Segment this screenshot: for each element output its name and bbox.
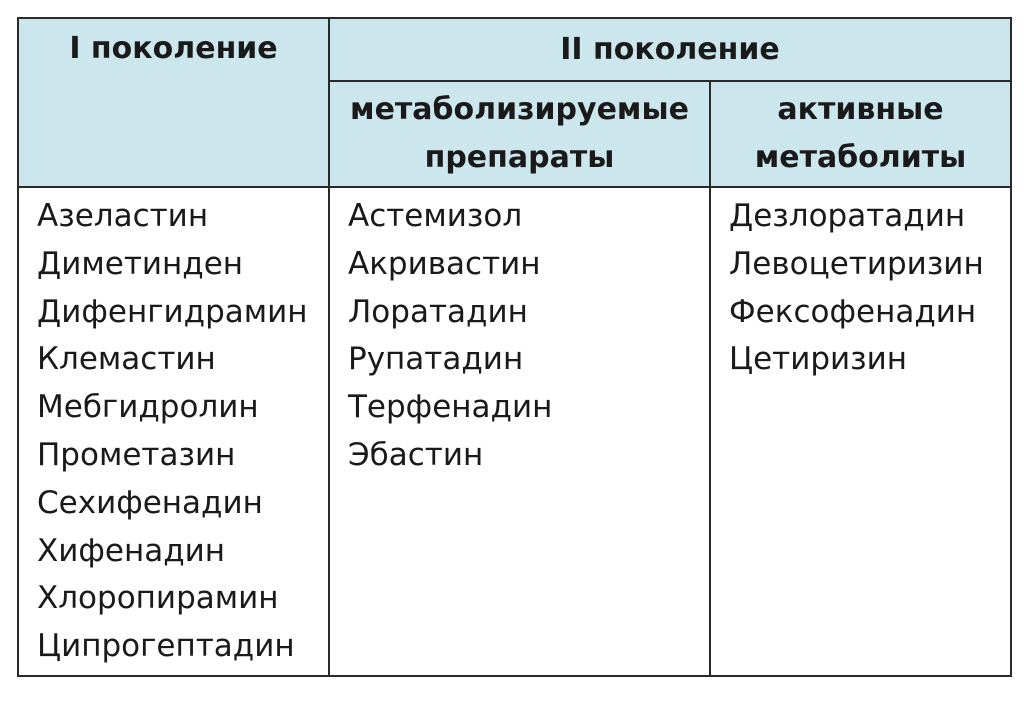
drug-name: Дезлоратадин: [729, 198, 966, 234]
gen2-active-list: [710, 187, 1010, 675]
drug-name: Астемизол: [348, 198, 523, 234]
drug-name: Дифенгидрамин: [37, 293, 308, 330]
drug-name: Клемастин: [37, 341, 216, 378]
drug-name: Ципрогептадин: [37, 628, 295, 665]
drug-name: Сехифенадин: [37, 484, 263, 521]
body-row: [19, 187, 1010, 675]
drug-name: Мебгидролин: [37, 389, 259, 426]
antihistamine-table: [17, 17, 1012, 677]
drug-name: Акривастин: [348, 245, 541, 282]
drug-name: Прометазин: [37, 436, 236, 473]
drug-name: Фексофенадин: [729, 293, 977, 330]
drug-name: Цетиризин: [729, 341, 908, 378]
gen1-list: [19, 187, 329, 675]
drug-name: Левоцетиризин: [729, 245, 984, 282]
header-gen1: I поколение: [19, 19, 329, 187]
gen2-metabolized-list: [329, 187, 710, 675]
header-gen2: II поколение: [329, 19, 1010, 81]
drug-name: Лоратадин: [348, 293, 528, 330]
generations-table: [19, 19, 1010, 675]
drug-name: Азеластин: [37, 198, 209, 234]
drug-name: Эбастин: [348, 436, 484, 473]
drug-name: Хифенадин: [37, 532, 226, 569]
drug-name: Диметинден: [37, 245, 244, 282]
drug-name: Хлоропирамин: [37, 580, 279, 617]
header-gen2-metabolized: метаболизируемые препараты: [329, 81, 710, 187]
drug-name: Терфенадин: [348, 389, 553, 426]
drug-name: Рупатадин: [348, 341, 524, 378]
header-gen2-active: активные метаболиты: [710, 81, 1010, 187]
header-row-1: [19, 19, 1010, 81]
